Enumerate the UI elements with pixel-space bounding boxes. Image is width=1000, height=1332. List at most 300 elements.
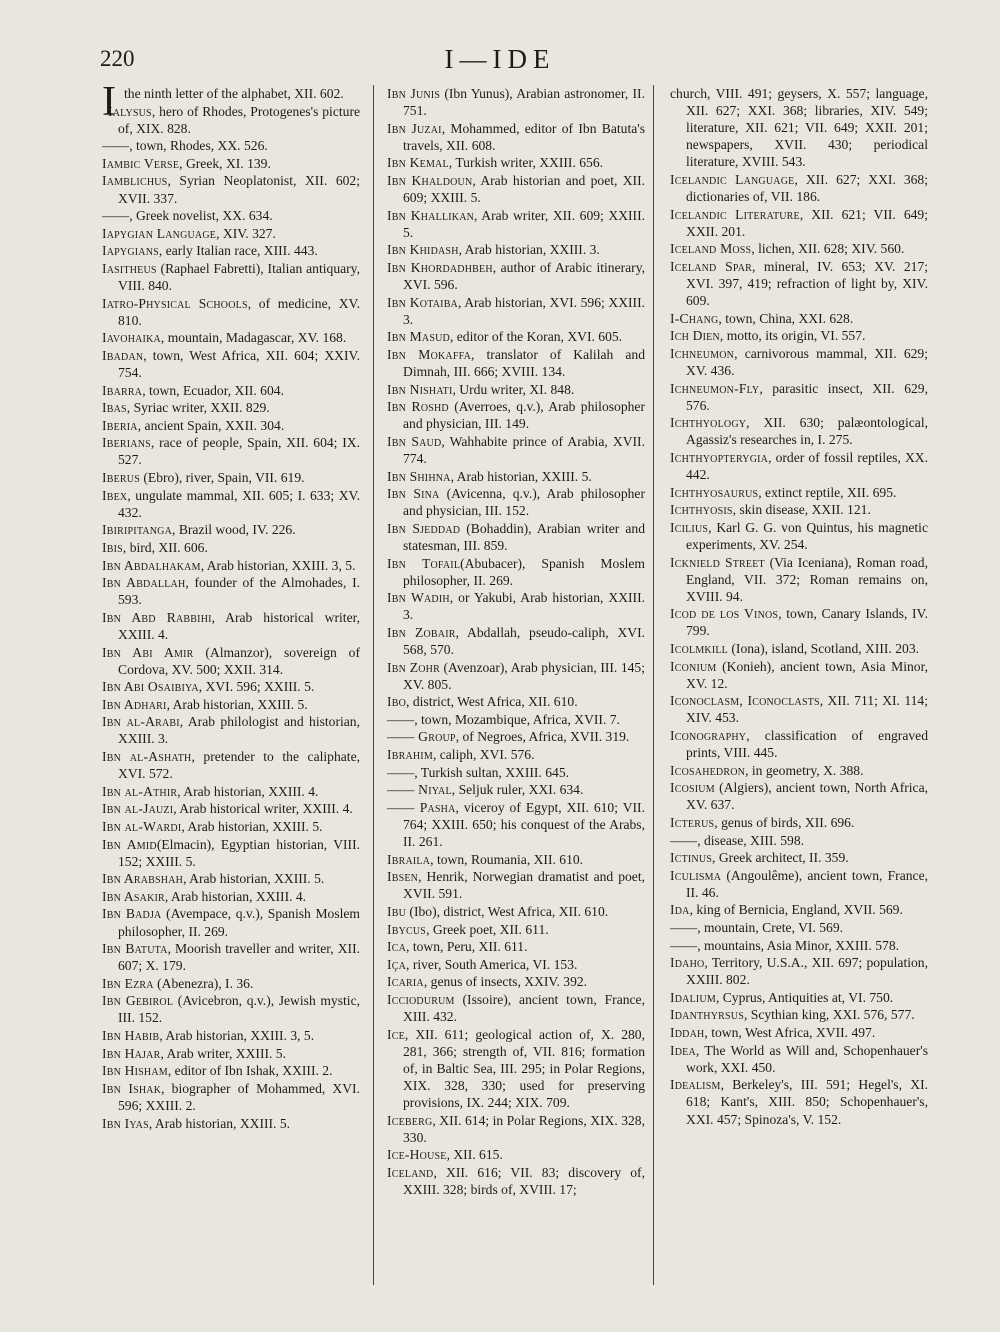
entry-headword: Ichneumon-Fly xyxy=(670,380,760,396)
entry-headword: Iceland Moss xyxy=(670,241,752,257)
index-entry xyxy=(387,120,645,154)
drop-cap: I xyxy=(102,79,116,125)
index-entry xyxy=(102,329,360,346)
entry-text: ——, mountain, Crete, VI. 569. xyxy=(670,920,844,935)
entry-text: , Arab historical writer, XXIII. 4. xyxy=(173,801,353,817)
index-entry xyxy=(387,346,645,380)
index-entry xyxy=(102,417,360,434)
entry-headword: —— Group xyxy=(387,729,456,745)
entry-text: , biographer of Mohammed, XVI. 596; XXIII. 2. xyxy=(118,1080,360,1113)
index-entry xyxy=(387,1146,645,1163)
entry-text: ——, Turkish sultan, XXIII. 645. xyxy=(387,764,570,780)
entry-headword: Ibn Gebirol xyxy=(102,993,174,1009)
entry-text: , Greek, XI. 139. xyxy=(179,155,271,171)
index-entry xyxy=(670,954,928,988)
index-entry xyxy=(102,434,360,468)
entry-text: (Raphael Fabretti), Italian antiquary, VIII. 840. xyxy=(118,260,360,294)
entry-text: (Angoulême), ancient town, France, II. 46. xyxy=(686,867,928,900)
entry-text: , Syriac writer, XXII. 829. xyxy=(126,400,270,416)
entry-text: , author of Arabic itinerary, XVI. 596. xyxy=(403,259,646,293)
index-entry xyxy=(102,347,360,381)
entry-text: , Arab historian, XXIII. 3, 5. xyxy=(200,557,356,573)
index-entry xyxy=(102,260,360,294)
entry-headword: Ida xyxy=(670,902,690,918)
entry-text: (Avenzoar), Arab physician, III. 145; XV. 805. xyxy=(403,659,645,692)
entry-text: , viceroy of Egypt, XII. 610; VII. 764; XXIII. 650; his conquest of the Arabs, II. 261. xyxy=(403,799,645,850)
index-entry xyxy=(102,137,360,154)
entry-text: (Avicebron, q.v.), Jewish mystic, III. 152. xyxy=(118,993,361,1026)
index-entry xyxy=(387,241,645,258)
entry-headword: I-Chang xyxy=(670,310,719,326)
entry-text: , translator of Kalilah and Dimnah, III. 666; XVIII. 134. xyxy=(403,346,645,379)
entry-text: , Greek architect, II. 359. xyxy=(712,850,849,866)
entry-headword: Ibn Sina xyxy=(387,486,440,502)
entry-headword: Iceland xyxy=(387,1164,434,1180)
entry-headword: Ibu xyxy=(387,903,407,919)
index-entry xyxy=(387,381,645,398)
index-entry xyxy=(102,713,360,747)
entry-text: , genus of insects, XXIV. 392. xyxy=(423,974,588,990)
index-entry xyxy=(387,398,645,432)
entry-headword: Idanthyrsus xyxy=(670,1007,744,1023)
entry-headword: Icaria xyxy=(387,974,424,990)
page-number: 220 xyxy=(100,46,135,71)
entry-text: , Arab historian, XXIII. 5. xyxy=(166,696,308,712)
entry-text: (Algiers), ancient town, North Africa, XV. 637. xyxy=(686,780,928,813)
index-entry xyxy=(387,485,645,519)
entry-headword: Ibn Abdallah xyxy=(102,575,186,591)
entry-headword: Ibn al-Arabi xyxy=(102,714,180,730)
entry-headword: Ibn Abi Osaibiya xyxy=(102,679,199,695)
entry-headword: Ibn Khidash xyxy=(387,242,459,258)
entry-headword: Ibn Wadih xyxy=(387,590,450,606)
entry-headword: Ice xyxy=(387,1026,405,1042)
entry-headword: Idaho xyxy=(670,955,705,971)
index-entry xyxy=(670,240,928,257)
entry-text: , Arab writer, XXIII. 5. xyxy=(160,1045,286,1061)
index-entry xyxy=(387,468,645,485)
entry-text: (Issoire), ancient town, France, XIII. 432. xyxy=(403,991,645,1024)
entry-text: , carnivorous mammal, XII. 629; XV. 436. xyxy=(686,345,928,378)
entry-text: , ungulate mammal, XII. 605; I. 633; XV. 432. xyxy=(118,487,360,520)
entry-headword: Ibycus xyxy=(387,921,427,937)
entry-text: , XII. 621; VII. 649; XXII. 201. xyxy=(686,206,928,239)
index-entry xyxy=(387,85,645,119)
entry-headword: Iberus xyxy=(102,470,140,486)
index-entry xyxy=(102,557,360,574)
entry-headword: Ibn Habib xyxy=(102,1028,160,1044)
index-entry xyxy=(387,520,645,554)
entry-text: (Bohaddin), Arabian writer and statesman, III. 859. xyxy=(403,520,645,553)
entry-text: ——, town, Rhodes, XX. 526. xyxy=(102,138,268,154)
entry-headword: Ibn Arabshah xyxy=(102,871,184,887)
entry-text: , Urdu writer, XI. 848. xyxy=(452,381,575,397)
index-entry xyxy=(102,399,360,416)
index-entry xyxy=(102,242,360,259)
entry-headword: Ibsen xyxy=(387,869,419,885)
entry-text: , Moorish traveller and writer, XII. 607; X. 179. xyxy=(118,941,361,974)
entry-text: , ancient Spain, XXII. 304. xyxy=(137,417,285,433)
index-entry xyxy=(102,644,360,678)
entry-headword: Iconography xyxy=(670,727,747,743)
index-entry xyxy=(102,905,360,939)
entry-headword: Iça xyxy=(387,956,407,972)
entry-text: , town, Canary Islands, IV. 799. xyxy=(686,606,928,639)
entry-text: , Arab writer, XII. 609; XXIII. 5. xyxy=(403,207,645,240)
column-rule xyxy=(653,85,654,1285)
entry-text: , caliph, XVI. 576. xyxy=(432,747,535,763)
index-entry xyxy=(387,693,645,710)
entry-text: , race of people, Spain, XII. 604; IX. 527. xyxy=(118,435,360,468)
entry-headword: Icilius xyxy=(670,519,709,535)
index-entry xyxy=(102,696,360,713)
entry-headword: Iceland Spar xyxy=(670,258,752,274)
index-entry xyxy=(670,849,928,866)
entry-headword: Ibiripitanga xyxy=(102,522,173,538)
entry-text: , Mohammed, editor of Ibn Batuta's travels, XII. 608. xyxy=(403,120,645,153)
entry-headword: Ibn Kemal xyxy=(387,155,449,171)
entry-headword: Ibn Abdalhakam xyxy=(102,557,201,573)
index-entry xyxy=(670,206,928,240)
index-entry xyxy=(102,888,360,905)
index-entry xyxy=(670,519,928,553)
index-entry xyxy=(670,1042,928,1076)
index-entry xyxy=(102,469,360,486)
entry-headword: Ictinus xyxy=(670,850,713,866)
index-entry xyxy=(670,1024,928,1041)
entry-text: , Arab historian, XXIII. 5. xyxy=(450,468,592,484)
entry-text: , XII. 614; in Polar Regions, XIX. 328, 330. xyxy=(403,1112,645,1145)
index-entry xyxy=(670,640,928,657)
entry-text: , hero of Rhodes, Protogenes's picture of, XIX. 828. xyxy=(118,103,360,136)
index-entry xyxy=(670,554,928,605)
entry-text: , editor of the Koran, XVI. 605. xyxy=(449,329,623,345)
entry-text: (Ebro), river, Spain, VII. 619. xyxy=(139,470,305,486)
entry-headword: Icelandic Language xyxy=(670,171,795,187)
entry-text: , Turkish writer, XXIII. 656. xyxy=(448,155,604,171)
index-entry xyxy=(670,1006,928,1023)
index-entry xyxy=(102,155,360,172)
index-entry xyxy=(102,521,360,538)
index-entry xyxy=(670,901,928,918)
entry-headword: Idalium xyxy=(670,989,716,1005)
entry-headword: —— Pasha xyxy=(387,799,456,815)
entry-text: , Arab historian, XXIII. 3, 5. xyxy=(159,1028,315,1044)
entry-headword: Icolmkill xyxy=(670,641,728,656)
entry-text: (Abenezra), I. 36. xyxy=(153,975,254,991)
index-entry xyxy=(102,800,360,817)
index-entry xyxy=(670,327,928,344)
entry-headword: Icosium xyxy=(670,780,715,796)
entry-text: , Brazil wood, IV. 226. xyxy=(172,522,296,538)
entry-headword: Ibex xyxy=(102,487,128,503)
entry-headword: Ibn Badja xyxy=(102,906,162,922)
entry-text: , in geometry, X. 388. xyxy=(745,762,864,778)
entry-text: , XII. 630; palæontological, Agassiz's researches in, I. 275. xyxy=(686,415,928,448)
entry-text: , The World as Will and, Schopenhauer's work, XXI. 450. xyxy=(686,1042,928,1075)
entry-text: , Scythian king, XXI. 576, 577. xyxy=(743,1007,915,1023)
entry-headword: Ibn Kotaiba xyxy=(387,294,458,310)
entry-text: , Henrik, Norwegian dramatist and poet, XVII. 591. xyxy=(403,869,645,902)
entry-text: (Avempace, q.v.), Spanish Moslem philosopher, II. 269. xyxy=(118,906,361,939)
entry-text: , mineral, IV. 653; XV. 217; XVI. 397, 419; refraction of light by, XIV. 609. xyxy=(686,258,928,309)
entry-text: , Arab philologist and historian, XXIII. 3. xyxy=(118,714,360,747)
entry-headword: Ibraila xyxy=(387,851,431,867)
entry-headword: Ibn Shihna xyxy=(387,468,451,484)
entry-text: , motto, its origin, VI. 557. xyxy=(719,328,866,344)
entry-text: , Territory, U.S.A., XII. 697; population, XXIII. 802. xyxy=(686,955,928,988)
entry-headword: Ibn Saud xyxy=(387,433,442,449)
entry-headword: Icosahedron xyxy=(670,762,746,778)
entry-text: (Avicenna, q.v.), Arab philosopher and physician, III. 152. xyxy=(403,486,645,519)
entry-headword: Ibn Amid xyxy=(102,836,157,852)
entry-headword: Ibn al-Ashath xyxy=(102,749,192,765)
index-entry xyxy=(102,295,360,329)
entry-headword: Icod de los Vinos xyxy=(670,606,779,622)
entry-headword: Ibis xyxy=(102,539,123,555)
index-entry xyxy=(102,783,360,800)
index-entry xyxy=(387,555,645,589)
entry-headword: Ichthyopterygia xyxy=(670,449,769,465)
entry-text: , XII. 616; VII. 83; discovery of, XXIII. 328; birds of, XVIII. 17; xyxy=(403,1164,645,1197)
entry-headword: Ibn Zohr xyxy=(387,659,440,675)
entry-headword: Ibn Hisham xyxy=(102,1063,168,1079)
index-entry xyxy=(102,992,360,1026)
index-entry xyxy=(670,380,928,414)
entry-headword: Iambic Verse xyxy=(102,155,180,171)
index-entry xyxy=(670,762,928,779)
entry-headword: Iberians xyxy=(102,435,151,451)
entry-text: , Cyprus, Antiquities at, VI. 750. xyxy=(715,989,894,1005)
index-entry xyxy=(670,937,928,954)
entry-text: , editor of Ibn Ishak, XXIII. 2. xyxy=(167,1063,333,1079)
entry-text: church, VIII. 491; geysers, X. 557; language, XII. 627; XXI. 368; libraries, XIV. 549; literature, XII. 621; VII. 649; XXII. 201; newspapers, XVII. 430; periodical literature, XVIII. 543. xyxy=(670,86,928,170)
index-column-3 xyxy=(670,85,928,1128)
entry-text: , Arab historian, XXIII. 4. xyxy=(177,783,319,799)
index-entry xyxy=(102,678,360,695)
entry-headword: Iberia xyxy=(102,417,138,433)
entry-headword: Ichthyosis xyxy=(670,502,733,518)
entry-headword: Ichthyosaurus xyxy=(670,484,759,500)
index-entry xyxy=(670,414,928,448)
index-entry xyxy=(102,382,360,399)
index-entry xyxy=(670,1076,928,1127)
entry-headword: Ibn Masud xyxy=(387,329,450,345)
index-entry xyxy=(387,728,645,745)
entry-text: , district, West Africa, XII. 610. xyxy=(406,694,578,710)
entry-text: , XII. 627; XXI. 368; dictionaries of, VII. 186. xyxy=(686,171,929,205)
index-entry xyxy=(387,328,645,345)
index-entry xyxy=(670,85,928,170)
entry-text: ——, Greek novelist, XX. 634. xyxy=(102,208,273,224)
entry-text: (Iona), island, Scotland, XIII. 203. xyxy=(728,641,920,656)
entry-text: , Arab historical writer, XXIII. 4. xyxy=(118,609,360,642)
entry-headword: Iconium xyxy=(670,658,717,674)
entry-text: , Karl G. G. von Quintus, his magnetic experiments, XV. 254. xyxy=(686,519,928,552)
index-entry xyxy=(387,294,645,328)
entry-text: , town, Peru, XII. 611. xyxy=(406,939,528,955)
index-entry xyxy=(387,259,645,293)
index-entry xyxy=(102,207,360,224)
entry-headword: Ibn Mokaffa xyxy=(387,346,472,362)
entry-headword: Iapygians xyxy=(102,243,159,259)
entry-text: , of Negroes, Africa, XVII. 319. xyxy=(455,729,630,745)
entry-headword: Ibn Ezra xyxy=(102,975,154,991)
index-entry xyxy=(102,172,360,206)
index-entry xyxy=(670,989,928,1006)
entry-text: , town, Roumania, XII. 610. xyxy=(430,851,584,867)
entry-text: , mountain, Madagascar, XV. 168. xyxy=(160,330,347,346)
entry-text: (Konieh), ancient town, Asia Minor, XV. 12. xyxy=(686,658,928,691)
index-entry xyxy=(670,867,928,901)
entry-text: , extinct reptile, XII. 695. xyxy=(758,484,897,500)
entry-headword: Ibn Hajar xyxy=(102,1045,161,1061)
entry-text: , XII. 611; geological action of, X. 280, 281, 366; strength of, VII. 816; formation of, in Baltic Sea, III. 295; in Polar Regions, XIX. 328, 330; used for preserving provisions, IX. 244; XIX. 709. xyxy=(403,1026,645,1110)
entry-text: , Greek poet, XII. 611. xyxy=(426,921,549,937)
entry-headword: Ibn Sjeddad xyxy=(387,520,461,536)
entry-headword: Iculisma xyxy=(670,867,722,883)
entry-text: , Wahhabite prince of Arabia, XVII. 774. xyxy=(403,433,645,466)
index-entry xyxy=(387,851,645,868)
index-entry xyxy=(670,484,928,501)
entry-text: (Ibo), district, West Africa, XII. 610. xyxy=(406,903,609,919)
entry-text: , bird, XII. 606. xyxy=(122,539,208,555)
index-entry xyxy=(102,818,360,835)
index-entry xyxy=(102,836,360,870)
index-entry xyxy=(670,310,928,327)
entry-headword: Ibn Nishati xyxy=(387,381,453,397)
entry-headword: Iapygian Language xyxy=(102,225,217,241)
entry-headword: Iavohaika xyxy=(102,330,161,346)
index-entry xyxy=(670,832,928,849)
index-entry xyxy=(387,207,645,241)
index-entry xyxy=(387,1164,645,1198)
column-rule xyxy=(373,85,374,1285)
entry-text: , Arab historian, XXIII. 5. xyxy=(183,871,325,887)
index-entry xyxy=(102,609,360,643)
entry-text: , Berkeley's, III. 591; Hegel's, XI. 618; Kant's, XIII. 850; Schopenhauer's, XXI. 457; Spinoza's, V. 152. xyxy=(686,1077,928,1127)
entry-text: , classification of engraved prints, VIII. 445. xyxy=(686,727,928,761)
entry-headword: Ibrahim xyxy=(387,747,433,763)
entry-headword: Iddah xyxy=(670,1025,705,1041)
entry-text: (Elmacin), Egyptian historian, VIII. 152; XXIII. 5. xyxy=(118,836,360,869)
index-entry xyxy=(102,1045,360,1062)
entry-headword: Ibadan xyxy=(102,347,144,363)
entry-text: , XVI. 596; XXIII. 5. xyxy=(198,679,315,695)
entry-headword: Idea xyxy=(670,1042,696,1058)
entry-headword: Ibas xyxy=(102,400,127,416)
index-entry xyxy=(670,658,928,692)
entry-text: (Abubacer), Spanish Moslem philosopher, II. 269. xyxy=(403,555,645,588)
entry-text: ——, mountains, Asia Minor, XXIII. 578. xyxy=(670,937,900,953)
index-entry xyxy=(670,258,928,309)
entry-headword: —— Niyal xyxy=(387,782,452,798)
entry-headword: Ibn Tofail xyxy=(387,555,461,571)
index-entry xyxy=(670,727,928,761)
entry-headword: Ialysus xyxy=(108,103,152,119)
entry-text: , XII. 615. xyxy=(446,1147,503,1163)
index-entry xyxy=(670,605,928,639)
entry-text: , lichen, XII. 628; XIV. 560. xyxy=(751,241,905,257)
index-entry xyxy=(387,991,645,1025)
entry-text: , town, China, XXI. 628. xyxy=(718,310,854,326)
index-entry xyxy=(387,921,645,938)
entry-text: , pretender to the caliphate, XVI. 572. xyxy=(118,749,360,782)
entry-text: , Arab historian, XXIII. 5. xyxy=(148,1115,291,1131)
index-entry xyxy=(102,103,360,137)
entry-text: , early Italian race, XIII. 443. xyxy=(158,243,318,259)
index-entry xyxy=(670,919,928,936)
entry-headword: Ibn Khallikan xyxy=(387,207,475,223)
index-entry xyxy=(387,956,645,973)
index-entry xyxy=(387,746,645,763)
index-entry xyxy=(670,692,928,726)
index-entry xyxy=(387,781,645,798)
entry-text: ——, town, Mozambique, Africa, XVII. 7. xyxy=(387,711,620,727)
entry-text: , skin disease, XXII. 121. xyxy=(732,502,871,518)
entry-text: , king of Bernicia, England, XVII. 569. xyxy=(689,902,903,918)
entry-text: , Arab historian and poet, XII. 609; XXIII. 5. xyxy=(403,172,645,206)
index-entry xyxy=(387,154,645,171)
index-entry xyxy=(102,870,360,887)
entry-text: the ninth letter of the alphabet, XII. 602. xyxy=(124,86,344,101)
entry-headword: Ibn al-Jauzi xyxy=(102,801,174,817)
index-entry xyxy=(102,1115,360,1132)
entry-text: (Averroes, q.v.), Arab philosopher and physician, III. 149. xyxy=(403,399,645,432)
index-entry xyxy=(387,868,645,902)
index-entry xyxy=(670,449,928,483)
entry-text: , XIV. 327. xyxy=(216,225,276,241)
entry-headword: Ibarra xyxy=(102,382,143,398)
entry-headword: Ichthyology xyxy=(670,415,747,431)
running-head: I—IDE xyxy=(444,44,556,74)
index-entry xyxy=(670,171,928,205)
index-entry xyxy=(387,973,645,990)
entry-headword: Icelandic Literature xyxy=(670,206,800,222)
entry-text: , town, West Africa, XII. 604; XXIV. 754. xyxy=(118,347,360,380)
entry-text: , Arab historian, XXIII. 3. xyxy=(458,242,600,258)
index-entry xyxy=(670,345,928,379)
index-entry xyxy=(387,589,645,623)
index-entry xyxy=(387,711,645,728)
index-entry xyxy=(387,1026,645,1111)
index-entry xyxy=(102,225,360,242)
index-entry xyxy=(387,799,645,850)
entry-headword: Iatro-Physical Schools xyxy=(102,295,248,311)
entry-headword: Ibn Abi Amir xyxy=(102,644,194,660)
index-entry xyxy=(387,764,645,781)
entry-headword: Ibn Ishak xyxy=(102,1080,162,1096)
index-entry xyxy=(102,1062,360,1079)
entry-headword: Idealism xyxy=(670,1077,721,1093)
entry-headword: Iamblichus xyxy=(102,173,168,189)
entry-headword: Ich Dien xyxy=(670,328,720,344)
index-entry xyxy=(102,487,360,521)
entry-headword: Ibn Adhari xyxy=(102,696,167,712)
entry-text: (Almanzor), sovereign of Cordova, XV. 500; XXII. 314. xyxy=(118,644,360,677)
entry-text: , Arab historian, XVI. 596; XXIII. 3. xyxy=(403,294,645,327)
entry-headword: Icciodurum xyxy=(387,991,455,1007)
entry-text: , or Yakubi, Arab historian, XXIII. 3. xyxy=(403,590,645,623)
index-entry xyxy=(670,814,928,831)
index-entry xyxy=(102,1080,360,1114)
index-entry xyxy=(670,779,928,813)
index-entry xyxy=(387,1112,645,1146)
entry-headword: Ibn Asakir xyxy=(102,888,165,904)
index-entry xyxy=(102,574,360,608)
index-entry xyxy=(102,539,360,556)
entry-headword: Ichneumon xyxy=(670,345,735,361)
